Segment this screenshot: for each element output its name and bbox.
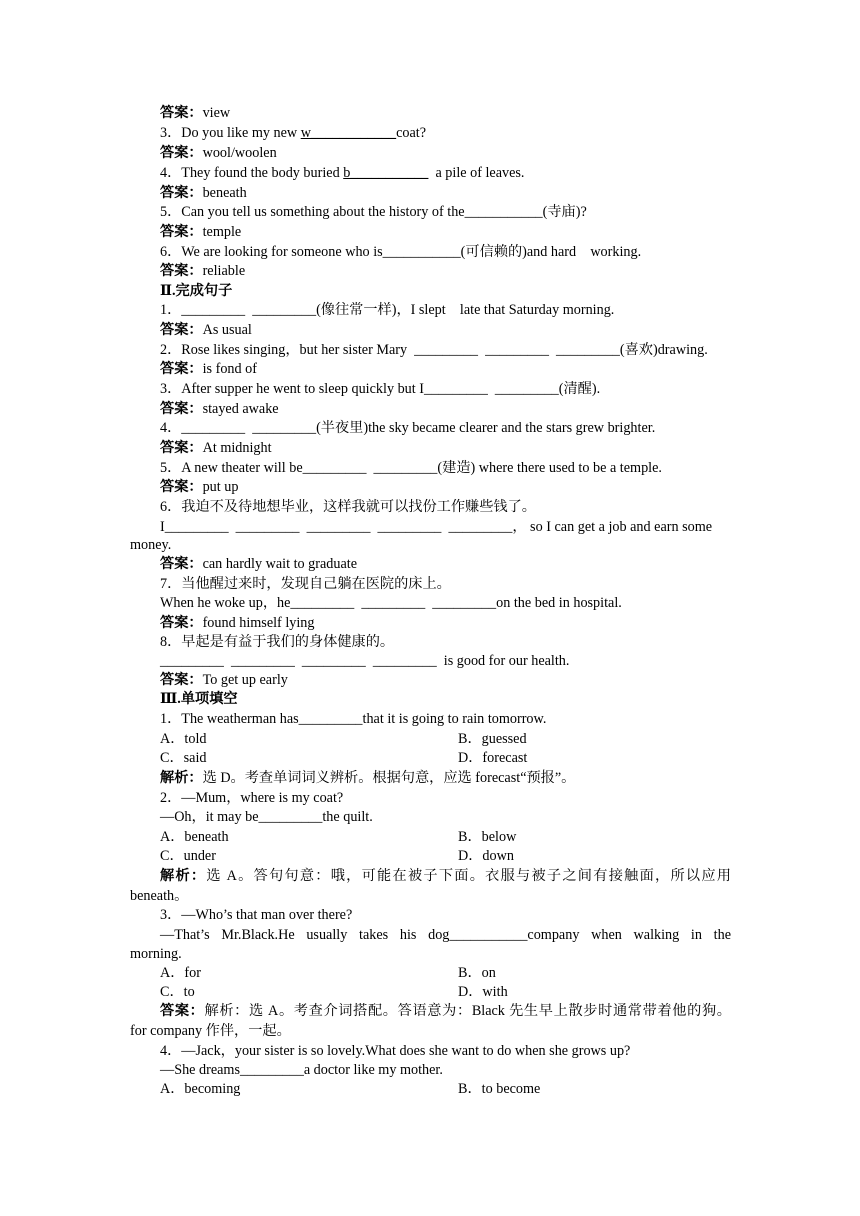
line-text: for company 作伴，一起。 <box>130 1023 291 1039</box>
continuation-line <box>130 1022 291 1041</box>
answer-label: 答案： <box>160 440 203 456</box>
line-text: —She dreams_________a doctor like my mother. <box>160 1062 443 1078</box>
question-line <box>160 1061 443 1080</box>
answer-line <box>160 262 245 281</box>
line-text: 7．当他醒过来时，发现自己躺在医院的床上。 <box>160 576 451 592</box>
line-text: 3．—Who’s that man over there? <box>160 907 353 923</box>
blank-with-hint: b___________ <box>343 165 429 181</box>
question-line <box>160 633 394 652</box>
line-text: 8．早起是有益于我们的身体健康的。 <box>160 634 395 650</box>
option-left: A．told <box>160 731 207 747</box>
answer-label: 答案： <box>160 224 203 240</box>
line-text: —Oh，it may be_________the quilt. <box>160 809 373 825</box>
answer-line <box>160 400 279 419</box>
option-right: B．on <box>458 965 496 981</box>
question-line <box>160 906 352 925</box>
question-line <box>160 419 655 438</box>
answer-line <box>160 104 230 123</box>
question-line <box>160 301 614 320</box>
line-text: 5．Can you tell us something about the history of the___________(寺庙)? <box>160 204 587 220</box>
question-line <box>160 203 587 222</box>
line-text: I_________ _________ _________ _________ _________， so I can get a job and earn some <box>160 519 713 535</box>
answer-line <box>160 360 257 379</box>
line-text: 2．Rose likes singing，but her sister Mary _________ _________ _________(喜欢)drawing. <box>160 342 708 358</box>
option-right: D．with <box>458 984 508 1000</box>
line-text: beneath。 <box>130 888 189 904</box>
line-text-after: coat? <box>396 125 426 141</box>
line-text: 4．_________ _________(半夜里)the sky became clearer and the stars grew brighter. <box>160 420 656 436</box>
question-line <box>160 926 731 945</box>
question-line <box>160 1042 630 1061</box>
continuation-line <box>130 536 171 555</box>
question-line <box>160 341 708 360</box>
section-heading <box>160 690 238 709</box>
option-right: B．to become <box>458 1081 541 1097</box>
continuation-line <box>130 887 188 906</box>
analysis-line <box>160 769 575 788</box>
answer-label: 答案： <box>160 263 203 279</box>
line-text: 3．After supper he went to sleep quickly but I_________ _________(清醒). <box>160 381 601 397</box>
answer-text: stayed awake <box>202 401 279 417</box>
option-left: A．becoming <box>160 1081 241 1097</box>
analysis-line <box>160 1002 731 1021</box>
question-line <box>160 380 600 399</box>
line-text-after: a pile of leaves. <box>428 165 525 181</box>
option-left: C．said <box>160 750 207 766</box>
answer-label: 答案： <box>160 672 203 688</box>
answer-label: 答案： <box>160 401 203 417</box>
answer-label: 答案： <box>160 615 203 631</box>
option-left: C．to <box>160 984 195 1000</box>
line-text: 6．We are looking for someone who is___________(可信赖的)and hard working. <box>160 244 642 260</box>
answer-text: 选 A。答句句意：哦，可能在被子下面。衣服与被子之间有接触面，所以应用 <box>206 868 731 884</box>
option-left: A．beneath <box>160 829 229 845</box>
question-line <box>160 498 536 517</box>
answer-text: temple <box>202 224 242 240</box>
answer-label: 答案： <box>160 479 203 495</box>
answer-text: is fond of <box>202 361 257 377</box>
blank-with-hint: w____________ <box>300 125 397 141</box>
answer-line <box>160 184 247 203</box>
answer-text: can hardly wait to graduate <box>202 556 357 572</box>
answer-text: To get up early <box>202 672 288 688</box>
question-line <box>160 594 622 613</box>
answer-label: 答案： <box>160 556 203 572</box>
analysis-line <box>160 867 731 886</box>
question-line <box>160 459 662 478</box>
option-left: A．for <box>160 965 201 981</box>
question-line <box>160 243 641 262</box>
answer-line <box>160 555 357 574</box>
answer-label: 答案： <box>160 145 203 161</box>
line-text: —That’s Mr.Black.He usually takes his dog___________company when walking in the <box>160 927 731 943</box>
answer-label: 解析： <box>160 868 207 884</box>
line-text: 4．They found the body buried <box>160 165 344 181</box>
answer-line <box>160 614 315 633</box>
question-line <box>160 575 451 594</box>
answer-label: 答案： <box>160 105 203 121</box>
answer-label: 答案： <box>160 361 203 377</box>
answer-text: reliable <box>202 263 246 279</box>
answer-text: view <box>202 105 231 121</box>
answer-label: 答案： <box>160 185 203 201</box>
question-line <box>160 652 569 671</box>
answer-text: At midnight <box>202 440 272 456</box>
line-text: When he woke up，he_________ _________ _________on the bed in hospital. <box>160 595 622 611</box>
answer-text: put up <box>202 479 239 495</box>
line-text: 1．The weatherman has_________that it is going to rain tomorrow. <box>160 711 547 727</box>
answer-line <box>160 478 238 497</box>
question-line <box>160 710 546 729</box>
section-title: Ⅲ.单项填空 <box>160 691 238 707</box>
question-line <box>160 164 524 183</box>
answer-line <box>160 223 241 242</box>
line-text: 2．—Mum，where is my coat? <box>160 790 344 806</box>
line-text: 1．_________ _________(像往常一样)，I slept late that Saturday morning. <box>160 302 615 318</box>
answer-line <box>160 144 277 163</box>
answer-line <box>160 321 252 340</box>
answer-line <box>160 439 272 458</box>
section-heading <box>160 282 232 301</box>
question-line <box>160 124 426 143</box>
answer-line <box>160 671 288 690</box>
option-right: B．below <box>458 829 517 845</box>
line-text: morning. <box>130 946 182 962</box>
answer-text: 解析：选 A。考查介词搭配。答语意为：Black 先生早上散步时通常带着他的狗。 <box>204 1003 731 1019</box>
option-right: D．forecast <box>458 750 528 766</box>
answer-label: 答案： <box>160 1003 205 1019</box>
answer-label: 解析： <box>160 770 203 786</box>
answer-text: wool/woolen <box>202 145 277 161</box>
answer-text: beneath <box>202 185 247 201</box>
question-line <box>160 789 343 808</box>
answer-text: As usual <box>202 322 252 338</box>
option-right: B．guessed <box>458 731 527 747</box>
section-title: Ⅱ.完成句子 <box>160 283 233 299</box>
line-text: _________ _________ _________ _________ is good for our health. <box>160 653 570 669</box>
line-text: 3．Do you like my new <box>160 125 301 141</box>
line-text: money. <box>130 537 172 553</box>
line-text: 6．我迫不及待地想毕业，这样我就可以找份工作赚些钱了。 <box>160 499 536 515</box>
answer-text: found himself lying <box>202 615 315 631</box>
option-right: D．down <box>458 848 514 864</box>
continuation-line <box>130 945 182 964</box>
question-line <box>160 808 373 827</box>
line-text: 4．—Jack，your sister is so lovely.What does she want to do when she grows up? <box>160 1043 631 1059</box>
option-left: C．under <box>160 848 216 864</box>
answer-text: 选 D。考查单词词义辨析。根据句意，应选 forecast“预报”。 <box>202 770 576 786</box>
line-text: 5．A new theater will be_________ _________(建造) where there used to be a temple. <box>160 460 662 476</box>
answer-label: 答案： <box>160 322 203 338</box>
question-line <box>160 518 712 537</box>
